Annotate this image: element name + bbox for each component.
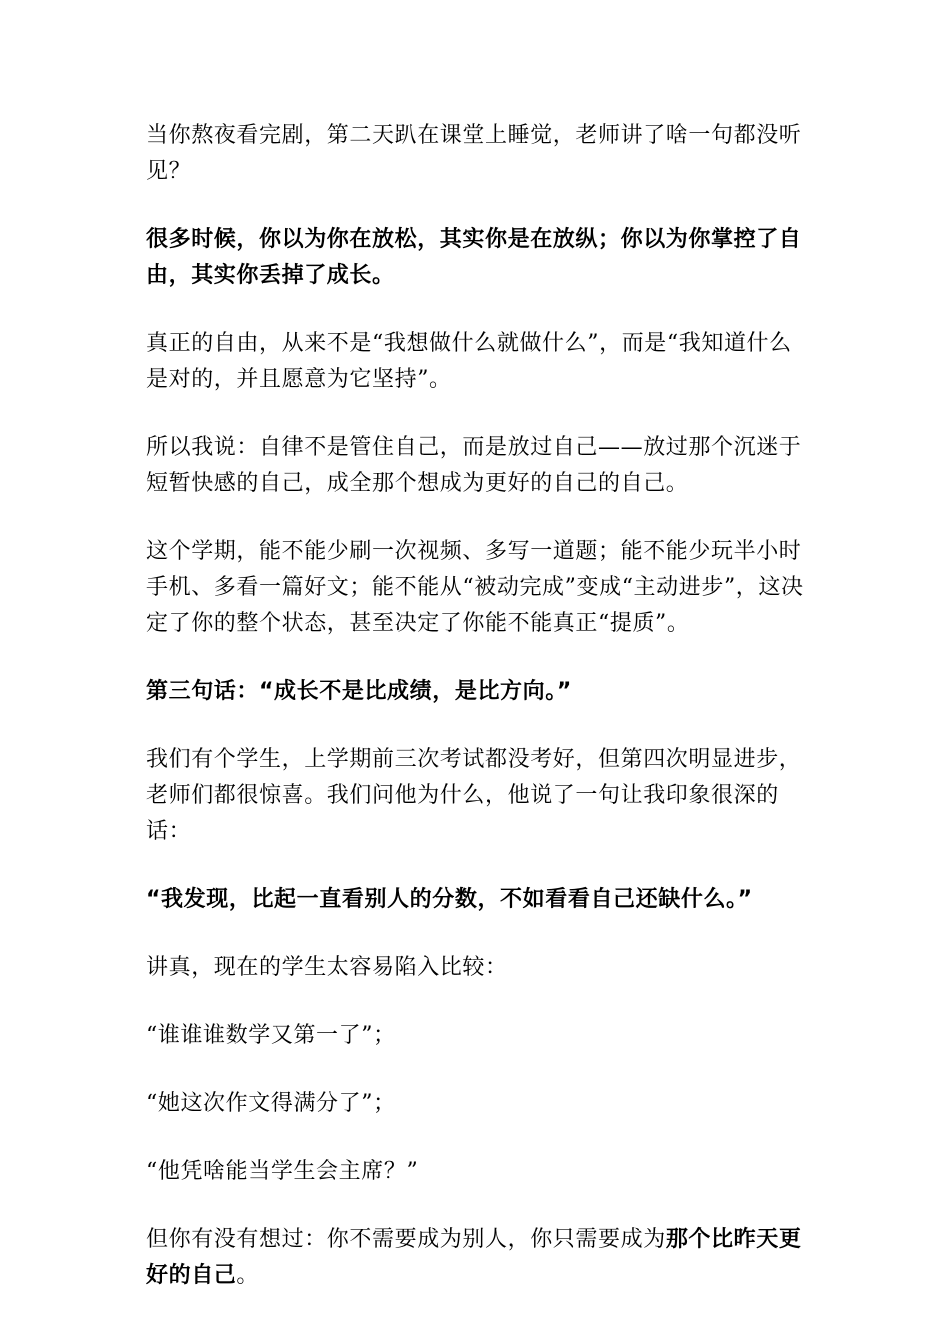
paragraph-11-quote: “她这次作文得满分了”； [146,1091,396,1116]
paragraph-13-bold-text: 那个比昨天更好的自己 [146,1227,802,1288]
paragraph-3: 真正的自由，从来不是“我想做什么就做什么”，而是“我知道什么是对的，并且愿意为它坚持”。 [146,331,792,392]
paragraph-4: 所以我说：自律不是管住自己，而是放过自己——放过那个沉迷于短暂快感的自己，成全那个想成为更好的自己的自己。 [146,435,802,496]
paragraph-13-text: 但你有没有想过：你不需要成为别人，你只需要成为 [146,1227,666,1252]
paragraph-12-quote: “他凭啥能当学生会主席？” [146,1159,419,1184]
paragraph-2-bold: 很多时候，你以为你在放松，其实你是在放纵；你以为你掌控了自由，其实你丢掉了成长。 [146,227,802,288]
paragraph-13-end: 。 [236,1263,260,1288]
paragraph-9: 讲真，现在的学生太容易陷入比较： [146,955,508,980]
paragraph-10-quote: “谁谁谁数学又第一了”； [146,1023,396,1048]
paragraph-7: 我们有个学生，上学期前三次考试都没考好，但第四次明显进步，老师们都很惊喜。我们问他为什么，他说了一句让我印象很深的话： [146,747,802,844]
paragraph-6-heading: 第三句话：“成长不是比成绩，是比方向。” [146,679,572,704]
document-body [146,118,806,1326]
paragraph-1: 当你熬夜看完剧，第二天趴在课堂上睡觉，老师讲了啥一句都没听见？ [146,123,802,184]
paragraph-5: 这个学期，能不能少刷一次视频、多写一道题；能不能少玩半小时手机、多看一篇好文；能不能从“被动完成”变成“主动进步”，这决定了你的整个状态，甚至决定了你能不能真正“提质”。 [146,539,804,636]
paragraph-8-quote: “我发现，比起一直看别人的分数，不如看看自己还缺什么。” [146,887,753,912]
paragraph-13 [146,1222,806,1294]
